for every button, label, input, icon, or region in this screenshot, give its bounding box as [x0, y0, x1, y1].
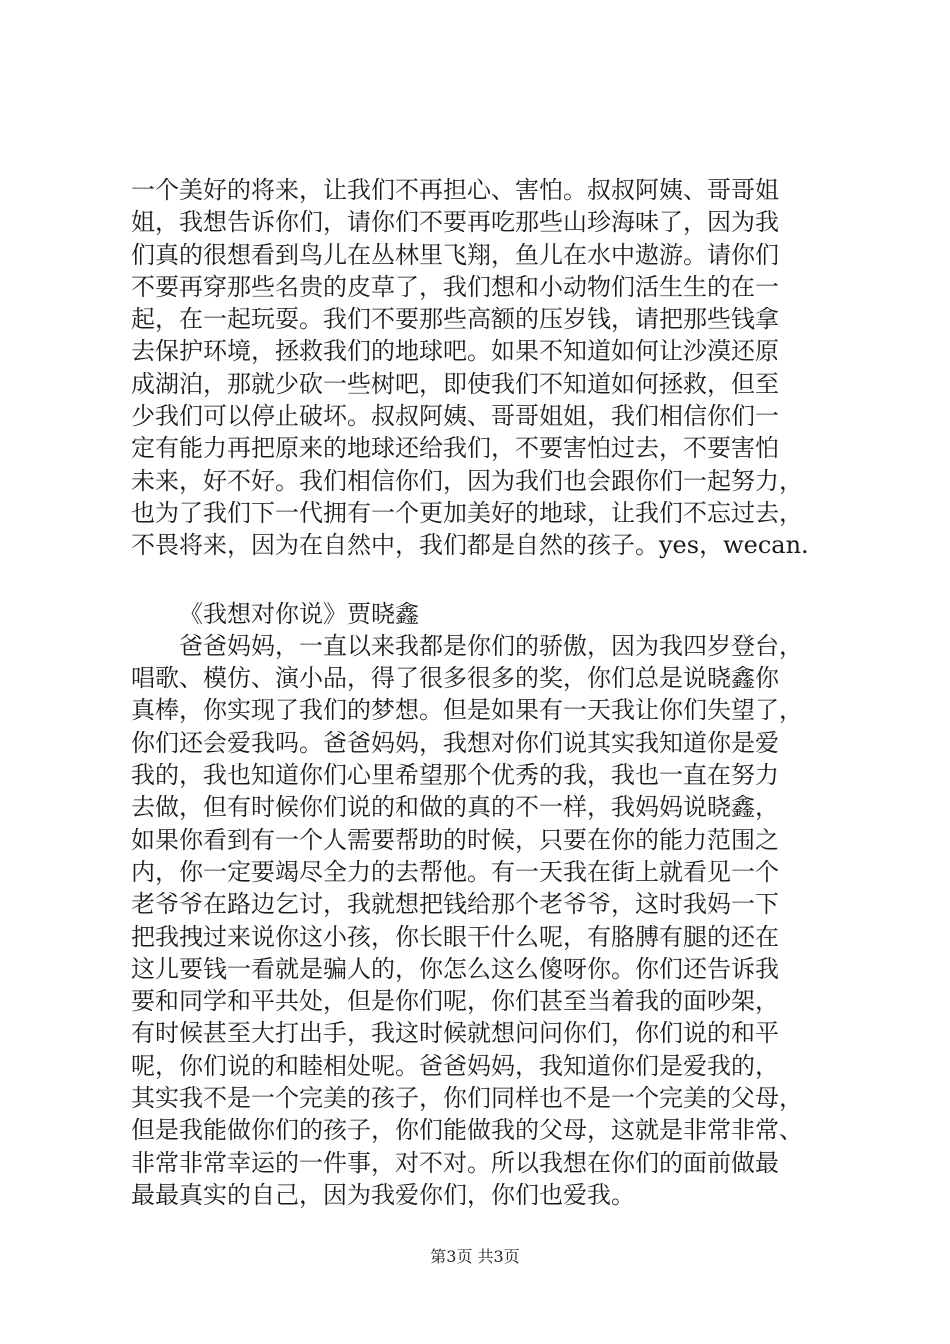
text-line: 我的，我也知道你们心里希望那个优秀的我，我也一直在努力 [131, 761, 779, 790]
text-line: 定有能力再把原来的地球还给我们，不要害怕过去，不要害怕 [131, 434, 779, 463]
text-line: 内，你一定要竭尽全力的去帮他。有一天我在街上就看见一个 [131, 857, 779, 886]
text-line: 非常非常幸运的一件事，对不对。所以我想在你们的面前做最 [131, 1148, 779, 1177]
text-line: 但是我能做你们的孩子，你们能做我的父母，这就是非常非常、 [131, 1116, 803, 1145]
text-line: 这儿要钱一看就是骗人的，你怎么这么傻呀你。你们还告诉我 [131, 954, 779, 983]
text-line: 姐，我想告诉你们，请你们不要再吃那些山珍海味了，因为我 [131, 208, 779, 237]
paragraph-2 [131, 630, 831, 1211]
text-line: 要和同学和平共处，但是你们呢，你们甚至当着我的面吵架， [131, 987, 779, 1016]
text-line: 去保护环境，拯救我们的地球吧。如果不知道如何让沙漠还原 [131, 337, 779, 366]
text-line: 不要再穿那些名贵的皮草了，我们想和小动物们活生生的在一 [131, 272, 779, 301]
text-line: 爸爸妈妈，一直以来我都是你们的骄傲，因为我四岁登台， [179, 631, 803, 660]
section-title: 《我想对你说》贾晓鑫 [179, 599, 419, 628]
text-line: 唱歌、模仿、演小品，得了很多很多的奖，你们总是说晓鑫你 [131, 664, 779, 693]
text-line: 真棒，你实现了我们的梦想。但是如果有一天我让你们失望了， [131, 696, 803, 725]
document-body [131, 174, 831, 1211]
text-line: 少我们可以停止破坏。叔叔阿姨、哥哥姐姐，我们相信你们一 [131, 402, 779, 431]
text-line: 把我拽过来说你这小孩，你长眼干什么呢，有胳膊有腿的还在 [131, 922, 779, 951]
text-line: 有时候甚至大打出手，我这时候就想问问你们，你们说的和平 [131, 1019, 779, 1048]
text-line: 老爷爷在路边乞讨，我就想把钱给那个老爷爷，这时我妈一下 [131, 890, 779, 919]
text-line: 不畏将来，因为在自然中，我们都是自然的孩子。yes，wecan. [131, 531, 809, 560]
text-line: 成湖泊，那就少砍一些树吧，即使我们不知道如何拯救，但至 [131, 369, 779, 398]
paragraph-1 [131, 174, 831, 562]
page-footer: 第3页 共3页 [430, 1247, 520, 1266]
text-line: 未来，好不好。我们相信你们，因为我们也会跟你们一起努力， [131, 466, 803, 495]
paragraph-spacer [131, 562, 831, 598]
text-line: 呢，你们说的和睦相处呢。爸爸妈妈，我知道你们是爱我的， [131, 1051, 779, 1080]
text-line: 起，在一起玩耍。我们不要那些高额的压岁钱，请把那些钱拿 [131, 305, 779, 334]
text-line: 如果你看到有一个人需要帮助的时候，只要在你的能力范围之 [131, 825, 779, 854]
text-line: 去做，但有时候你们说的和做的真的不一样，我妈妈说晓鑫， [131, 793, 779, 822]
text-line: 也为了我们下一代拥有一个更加美好的地球，让我们不忘过去， [131, 498, 803, 527]
text-line: 一个美好的将来，让我们不再担心、害怕。叔叔阿姨、哥哥姐 [131, 176, 779, 204]
text-line: 其实我不是一个完美的孩子，你们同样也不是一个完美的父母， [131, 1084, 803, 1113]
text-line: 最最真实的自己，因为我爱你们，你们也爱我。 [131, 1180, 635, 1209]
text-line: 你们还会爱我吗。爸爸妈妈，我想对你们说其实我知道你是爱 [131, 728, 779, 757]
text-line: 们真的很想看到鸟儿在丛林里飞翔，鱼儿在水中遨游。请你们 [131, 240, 779, 269]
